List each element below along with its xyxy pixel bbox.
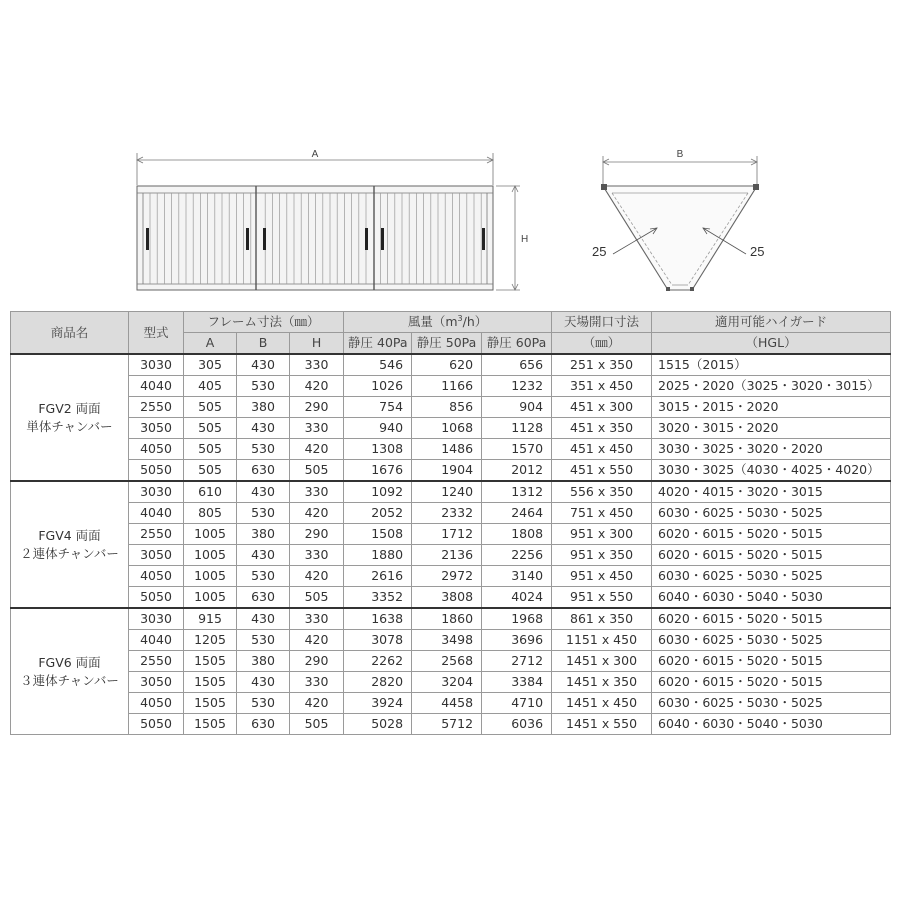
- table-cell: 2025・2020（3025・3020・3015）: [652, 376, 891, 397]
- table-cell: 3015・2015・2020: [652, 397, 891, 418]
- table-row: [11, 460, 891, 482]
- spec-table: [10, 311, 891, 735]
- table-cell: 330: [290, 608, 344, 630]
- table-cell: 1166: [412, 376, 482, 397]
- header-airflow: [344, 312, 552, 333]
- table-cell: 546: [344, 354, 412, 376]
- handle: [482, 228, 485, 250]
- table-cell: 530: [237, 503, 290, 524]
- header-hood-sub: （HGL）: [652, 333, 891, 355]
- table-cell: 2550: [129, 524, 184, 545]
- table-row: [11, 566, 891, 587]
- table-cell: 856: [412, 397, 482, 418]
- table-cell: 1638: [344, 608, 412, 630]
- table-cell: 1451 x 350: [552, 672, 652, 693]
- table-cell: 4024: [482, 587, 552, 609]
- table-cell: 751 x 450: [552, 503, 652, 524]
- dimension-b-label: B: [676, 149, 684, 160]
- dimension-b: [603, 156, 757, 186]
- table-cell: 1451 x 300: [552, 651, 652, 672]
- product-name-line1: FGV6 両面: [38, 654, 101, 670]
- header-frame-a: A: [184, 333, 237, 355]
- table-cell: 6030・6025・5030・5025: [652, 693, 891, 714]
- table-cell: 1128: [482, 418, 552, 439]
- handle: [365, 228, 368, 250]
- table-cell: 754: [344, 397, 412, 418]
- table-row: [11, 587, 891, 609]
- table-cell: 3924: [344, 693, 412, 714]
- header-sp50: 静圧 50Pa: [412, 333, 482, 355]
- table-cell: 2332: [412, 503, 482, 524]
- table-cell: 4050: [129, 693, 184, 714]
- header-hood: 適用可能ハイガード: [652, 312, 891, 333]
- table-cell: 530: [237, 693, 290, 714]
- table-cell: 1880: [344, 545, 412, 566]
- table-row: [11, 630, 891, 651]
- table-cell: 1308: [344, 439, 412, 460]
- table-cell: 3498: [412, 630, 482, 651]
- table-cell: 2972: [412, 566, 482, 587]
- table-cell: 1451 x 550: [552, 714, 652, 735]
- table-cell: 430: [237, 672, 290, 693]
- table-cell: 6020・6015・5020・5015: [652, 672, 891, 693]
- table-cell: 5050: [129, 460, 184, 482]
- table-cell: 2550: [129, 397, 184, 418]
- table-cell: 6040・6030・5040・5030: [652, 714, 891, 735]
- table-cell: 1505: [184, 651, 237, 672]
- table-cell: 505: [290, 460, 344, 482]
- table-cell: 430: [237, 354, 290, 376]
- table-cell: 330: [290, 672, 344, 693]
- product-name-line1: FGV2 両面: [38, 400, 101, 416]
- table-cell: 3030: [129, 608, 184, 630]
- table-cell: 1486: [412, 439, 482, 460]
- table-cell: 251 x 350: [552, 354, 652, 376]
- table-cell: 656: [482, 354, 552, 376]
- table-row: [11, 376, 891, 397]
- table-cell: 6020・6015・5020・5015: [652, 651, 891, 672]
- table-cell: 505: [184, 439, 237, 460]
- table-cell: 290: [290, 651, 344, 672]
- header-ceiling-opening: 天場開口寸法: [552, 312, 652, 333]
- table-cell: 5028: [344, 714, 412, 735]
- table-cell: 6030・6025・5030・5025: [652, 630, 891, 651]
- table-cell: 330: [290, 354, 344, 376]
- table-cell: 1026: [344, 376, 412, 397]
- product-name-line2: 単体チャンバー: [26, 418, 113, 434]
- table-cell: 915: [184, 608, 237, 630]
- table-cell: 1515（2015）: [652, 354, 891, 376]
- header-ceiling-unit: （㎜）: [552, 333, 652, 355]
- table-cell: 330: [290, 481, 344, 503]
- table-cell: 430: [237, 545, 290, 566]
- table-cell: 4050: [129, 566, 184, 587]
- product-name-cell: [11, 354, 129, 481]
- table-cell: 505: [184, 460, 237, 482]
- table-cell: 430: [237, 418, 290, 439]
- table-cell: 2256: [482, 545, 552, 566]
- header-model: 型式: [129, 312, 184, 355]
- table-cell: 3030: [129, 481, 184, 503]
- table-cell: 1005: [184, 587, 237, 609]
- table-cell: 4050: [129, 439, 184, 460]
- table-cell: 2136: [412, 545, 482, 566]
- table-cell: 351 x 450: [552, 376, 652, 397]
- table-cell: 4020・4015・3020・3015: [652, 481, 891, 503]
- table-cell: 6030・6025・5030・5025: [652, 566, 891, 587]
- table-cell: 305: [184, 354, 237, 376]
- header-frame-size: フレーム寸法（㎜）: [184, 312, 344, 333]
- table-cell: 951 x 300: [552, 524, 652, 545]
- table-cell: 4040: [129, 630, 184, 651]
- table-cell: 1205: [184, 630, 237, 651]
- table-row: [11, 608, 891, 630]
- table-cell: 330: [290, 418, 344, 439]
- table-cell: 630: [237, 714, 290, 735]
- product-name-line2: ２連体チャンバー: [20, 545, 119, 561]
- table-cell: 2262: [344, 651, 412, 672]
- product-name-line1: FGV4 両面: [38, 527, 101, 543]
- table-cell: 620: [412, 354, 482, 376]
- table-cell: 3384: [482, 672, 552, 693]
- table-cell: 530: [237, 439, 290, 460]
- table-cell: 405: [184, 376, 237, 397]
- table-cell: 3808: [412, 587, 482, 609]
- header-frame-b: B: [237, 333, 290, 355]
- table-cell: 3030・3025（4030・4025・4020）: [652, 460, 891, 482]
- table-cell: 6020・6015・5020・5015: [652, 545, 891, 566]
- product-name-cell: [11, 608, 129, 735]
- table-cell: 505: [290, 714, 344, 735]
- table-cell: 2012: [482, 460, 552, 482]
- header-airflow-prefix: 風量（m: [407, 314, 458, 329]
- handle: [146, 228, 149, 250]
- table-cell: 3050: [129, 545, 184, 566]
- table-cell: 630: [237, 587, 290, 609]
- table-cell: 451 x 350: [552, 418, 652, 439]
- table-row: [11, 418, 891, 439]
- table-cell: 4040: [129, 503, 184, 524]
- product-name-cell: [11, 481, 129, 608]
- table-cell: 1092: [344, 481, 412, 503]
- table-cell: 1904: [412, 460, 482, 482]
- table-cell: 4710: [482, 693, 552, 714]
- header-airflow-suffix: /h）: [462, 314, 488, 329]
- table-cell: 530: [237, 566, 290, 587]
- header-sp40: 静圧 40Pa: [344, 333, 412, 355]
- table-cell: 380: [237, 524, 290, 545]
- header-sp60: 静圧 60Pa: [482, 333, 552, 355]
- table-row: [11, 439, 891, 460]
- table-cell: 3050: [129, 418, 184, 439]
- table-cell: 1712: [412, 524, 482, 545]
- table-cell: 4040: [129, 376, 184, 397]
- table-cell: 420: [290, 693, 344, 714]
- table-cell: 6030・6025・5030・5025: [652, 503, 891, 524]
- table-cell: 940: [344, 418, 412, 439]
- table-row: [11, 397, 891, 418]
- handle: [381, 228, 384, 250]
- product-name-line2: ３連体チャンバー: [20, 672, 119, 688]
- table-cell: 2052: [344, 503, 412, 524]
- handle: [263, 228, 266, 250]
- table-cell: 1505: [184, 672, 237, 693]
- table-cell: 420: [290, 503, 344, 524]
- table-cell: 2550: [129, 651, 184, 672]
- table-cell: 951 x 550: [552, 587, 652, 609]
- table-cell: 1676: [344, 460, 412, 482]
- table-cell: 951 x 450: [552, 566, 652, 587]
- table-cell: 1312: [482, 481, 552, 503]
- chamber-side-view: [601, 184, 759, 291]
- table-cell: 290: [290, 524, 344, 545]
- table-cell: 951 x 350: [552, 545, 652, 566]
- table-cell: 3030・3025・3020・2020: [652, 439, 891, 460]
- table-cell: 530: [237, 376, 290, 397]
- angle-right-label: 25: [750, 244, 765, 259]
- table-cell: 451 x 300: [552, 397, 652, 418]
- table-cell: 420: [290, 566, 344, 587]
- table-cell: 505: [184, 418, 237, 439]
- table-cell: 3050: [129, 672, 184, 693]
- angle-left-label: 25: [592, 244, 607, 259]
- table-cell: 3352: [344, 587, 412, 609]
- table-cell: 2464: [482, 503, 552, 524]
- table-cell: 2568: [412, 651, 482, 672]
- table-cell: 430: [237, 608, 290, 630]
- handle: [246, 228, 249, 250]
- table-cell: 1570: [482, 439, 552, 460]
- dimension-h: [496, 186, 520, 290]
- table-row: [11, 524, 891, 545]
- dimension-a-label: A: [311, 149, 319, 160]
- table-cell: 530: [237, 630, 290, 651]
- table-cell: 3204: [412, 672, 482, 693]
- header-product-name: 商品名: [11, 312, 129, 355]
- table-cell: 1240: [412, 481, 482, 503]
- table-cell: 861 x 350: [552, 608, 652, 630]
- table-cell: 5050: [129, 587, 184, 609]
- table-cell: 5050: [129, 714, 184, 735]
- table-cell: 380: [237, 651, 290, 672]
- table-cell: 1232: [482, 376, 552, 397]
- table-cell: 1005: [184, 524, 237, 545]
- table-cell: 451 x 550: [552, 460, 652, 482]
- table-cell: 1505: [184, 693, 237, 714]
- table-cell: 3696: [482, 630, 552, 651]
- table-cell: 6040・6030・5040・5030: [652, 587, 891, 609]
- table-cell: 1005: [184, 545, 237, 566]
- table-row: [11, 672, 891, 693]
- table-cell: 451 x 450: [552, 439, 652, 460]
- header-airflow-sup: 3: [457, 313, 463, 323]
- table-cell: 610: [184, 481, 237, 503]
- table-cell: 290: [290, 397, 344, 418]
- table-row: [11, 545, 891, 566]
- table-cell: 6020・6015・5020・5015: [652, 524, 891, 545]
- table-cell: 3020・3015・2020: [652, 418, 891, 439]
- table-row: [11, 503, 891, 524]
- table-cell: 380: [237, 397, 290, 418]
- table-row: [11, 651, 891, 672]
- technical-drawing: [0, 0, 900, 305]
- table-row: [11, 354, 891, 376]
- table-cell: 420: [290, 630, 344, 651]
- table-cell: 1860: [412, 608, 482, 630]
- header-frame-h: H: [290, 333, 344, 355]
- table-cell: 6036: [482, 714, 552, 735]
- table-cell: 1151 x 450: [552, 630, 652, 651]
- table-cell: 1808: [482, 524, 552, 545]
- table-cell: 4458: [412, 693, 482, 714]
- table-cell: 805: [184, 503, 237, 524]
- table-row: [11, 714, 891, 735]
- table-cell: 430: [237, 481, 290, 503]
- table-cell: 3078: [344, 630, 412, 651]
- table-cell: 420: [290, 439, 344, 460]
- table-cell: 330: [290, 545, 344, 566]
- table-cell: 1005: [184, 566, 237, 587]
- chamber-front-view: [137, 186, 493, 290]
- table-cell: 1451 x 450: [552, 693, 652, 714]
- table-cell: 1968: [482, 608, 552, 630]
- table-cell: 2820: [344, 672, 412, 693]
- table-cell: 505: [290, 587, 344, 609]
- table-cell: 2712: [482, 651, 552, 672]
- table-cell: 6020・6015・5020・5015: [652, 608, 891, 630]
- table-row: [11, 481, 891, 503]
- table-cell: 3030: [129, 354, 184, 376]
- table-cell: 1068: [412, 418, 482, 439]
- table-cell: 1505: [184, 714, 237, 735]
- table-cell: 1508: [344, 524, 412, 545]
- table-row: [11, 693, 891, 714]
- table-cell: 630: [237, 460, 290, 482]
- table-cell: 2616: [344, 566, 412, 587]
- table-cell: 904: [482, 397, 552, 418]
- table-cell: 556 x 350: [552, 481, 652, 503]
- dimension-h-label: H: [521, 234, 529, 245]
- table-cell: 3140: [482, 566, 552, 587]
- table-cell: 505: [184, 397, 237, 418]
- table-cell: 420: [290, 376, 344, 397]
- table-cell: 5712: [412, 714, 482, 735]
